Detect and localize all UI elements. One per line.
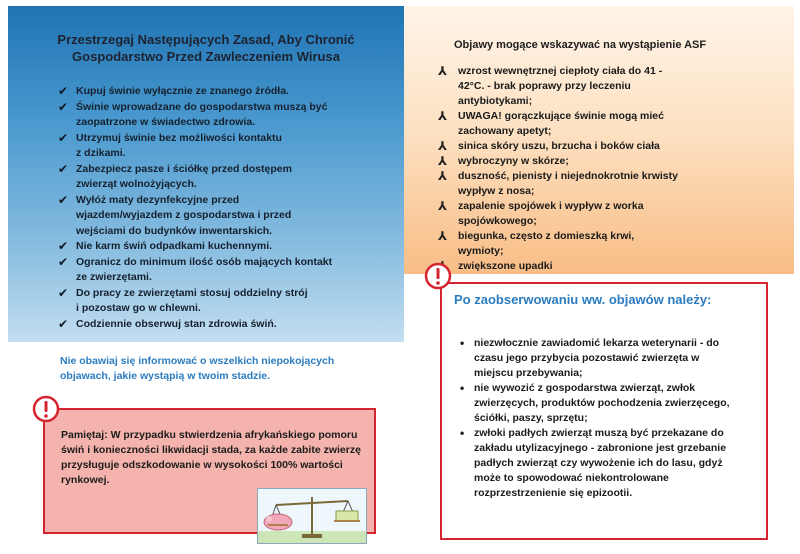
rule-item: ✔ Zabezpiecz pasze i ściółkę przed dostępem zwierząt wolnożyjących. [58,161,292,190]
info-text: Nie obawiaj się informować o wszelkich niepokojących objawach, jakie wystąpią w twoim stadzie. [60,355,335,382]
triple-arrow-icon: ⅄ [438,139,448,153]
action-item: • niezwłocznie zawiadomić lekarza weterynarii - do czasu jego przybycia pozostawić zwierzęta w miejscu przebywania; [460,336,720,379]
rule-item: ✔ Świnie wprowadzane do gospodarstwa muszą być zaopatrzone w świadectwo zdrowia. [58,99,328,128]
compensation-text: Pamiętaj: W przypadku stwierdzenia afrykańskiego pomoru świń i konieczności likwidacji stada, za każde zabite zwierzę przysługuje odszkodowanie w wysokości 100% wartości rynkowej. [61,429,361,486]
action-item: • zwłoki padłych zwierząt muszą być przekazane do zakładu utylizacyjnego - zabronione jest grzebanie padłych zwierząt czy wywożenie ich do lasu, gdyż może to spowodować niekontrolowane rozprzestrzenienie się epizootii. [460,426,727,499]
compensation-note [43,408,376,534]
bullet-icon: • [460,336,465,350]
check-icon: ✔ [58,99,69,114]
triple-arrow-icon: ⅄ [438,229,448,243]
bullet-icon: • [460,426,465,440]
triple-arrow-icon: ⅄ [438,64,448,78]
symptom-item: ⅄ sinica skóry uszu, brzucha i boków ciała [438,139,660,153]
symptoms-list [438,64,778,274]
actions-title: Po zaobserwowaniu ww. objawów należy: [454,292,712,307]
rule-item: ✔ Codziennie obserwuj stan zdrowia świń. [58,316,277,331]
symptoms-panel [404,6,794,274]
check-icon: ✔ [58,161,69,176]
symptom-item: ⅄ wybroczyny w skórze; [438,154,569,168]
triple-arrow-icon: ⅄ [438,154,448,168]
check-icon: ✔ [58,84,69,98]
triple-arrow-icon: ⅄ [438,109,448,123]
rules-title-line: Gospodarstwo Przed Zawleczeniem Wirusa [72,49,340,64]
bullet-icon: • [460,381,465,395]
rule-item: ✔ Wyłóż maty dezynfekcyjne przed wjazdem/wyjazdem z gospodarstwa i przed wejściami do budynków inwentarskich. [58,192,292,237]
check-icon: ✔ [58,192,69,207]
triple-arrow-icon: ⅄ [438,199,448,213]
rule-item: ✔ Utrzymuj świnie bez możliwości kontaktu z dzikami. [58,130,282,159]
symptom-item: zwiększone upadki [458,259,778,274]
rules-title [38,31,374,65]
triple-arrow-icon: ⅄ [438,169,448,183]
actions-box [440,282,768,540]
rules-title-line: Przestrzegaj Następujących Zasad, Aby Chronić [57,32,355,47]
rule-item: ✔ Do pracy ze zwierzętami stosuj oddzielny strój i pozostaw go w chlewni. [58,285,308,314]
check-icon: ✔ [58,130,69,145]
rule-item: ✔ Ogranicz do minimum ilość osób mających kontakt ze zwierzętami. [58,254,333,283]
check-icon: ✔ [58,254,69,269]
symptom-item: ⅄ zapalenie spojówek i wypływ z worka spojówkowego; [438,199,644,227]
rule-item: ✔ Nie karm świń odpadkami kuchennymi. [58,239,273,253]
check-icon: ✔ [58,316,69,331]
rules-list [58,84,396,332]
symptoms-title: Objawy mogące wskazywać na wystąpienie ASF [454,39,707,51]
exclamation-icon [32,395,60,423]
check-icon: ✔ [58,239,69,253]
check-icon: ✔ [58,285,69,300]
rules-panel [8,6,404,342]
symptom-item: ⅄ biegunka, często z domieszką krwi, wymioty; [438,229,635,257]
balance-scale-illustration [257,488,367,544]
symptom-item: ⅄ wzrost wewnętrznej ciepłoty ciała do 41 - 42°C. - brak poprawy przy leczeniu antybiotykami; [438,64,663,107]
exclamation-icon [424,262,452,290]
action-item: • nie wywozić z gospodarstwa zwierząt, zwłok zwierzęcych, produktów pochodzenia zwierzęcego, ściółki, paszy, sprzętu; [460,381,730,424]
symptom-item: ⅄ UWAGA! gorączkujące świnie mogą mieć zachowany apetyt; [438,109,664,137]
rule-item: ✔ Kupuj świnie wyłącznie ze znanego źródła. [58,84,289,98]
symptom-item: ⅄ duszność, pienisty i niejednokrotnie krwisty wypływ z nosa; [438,169,678,197]
actions-list [460,336,760,501]
